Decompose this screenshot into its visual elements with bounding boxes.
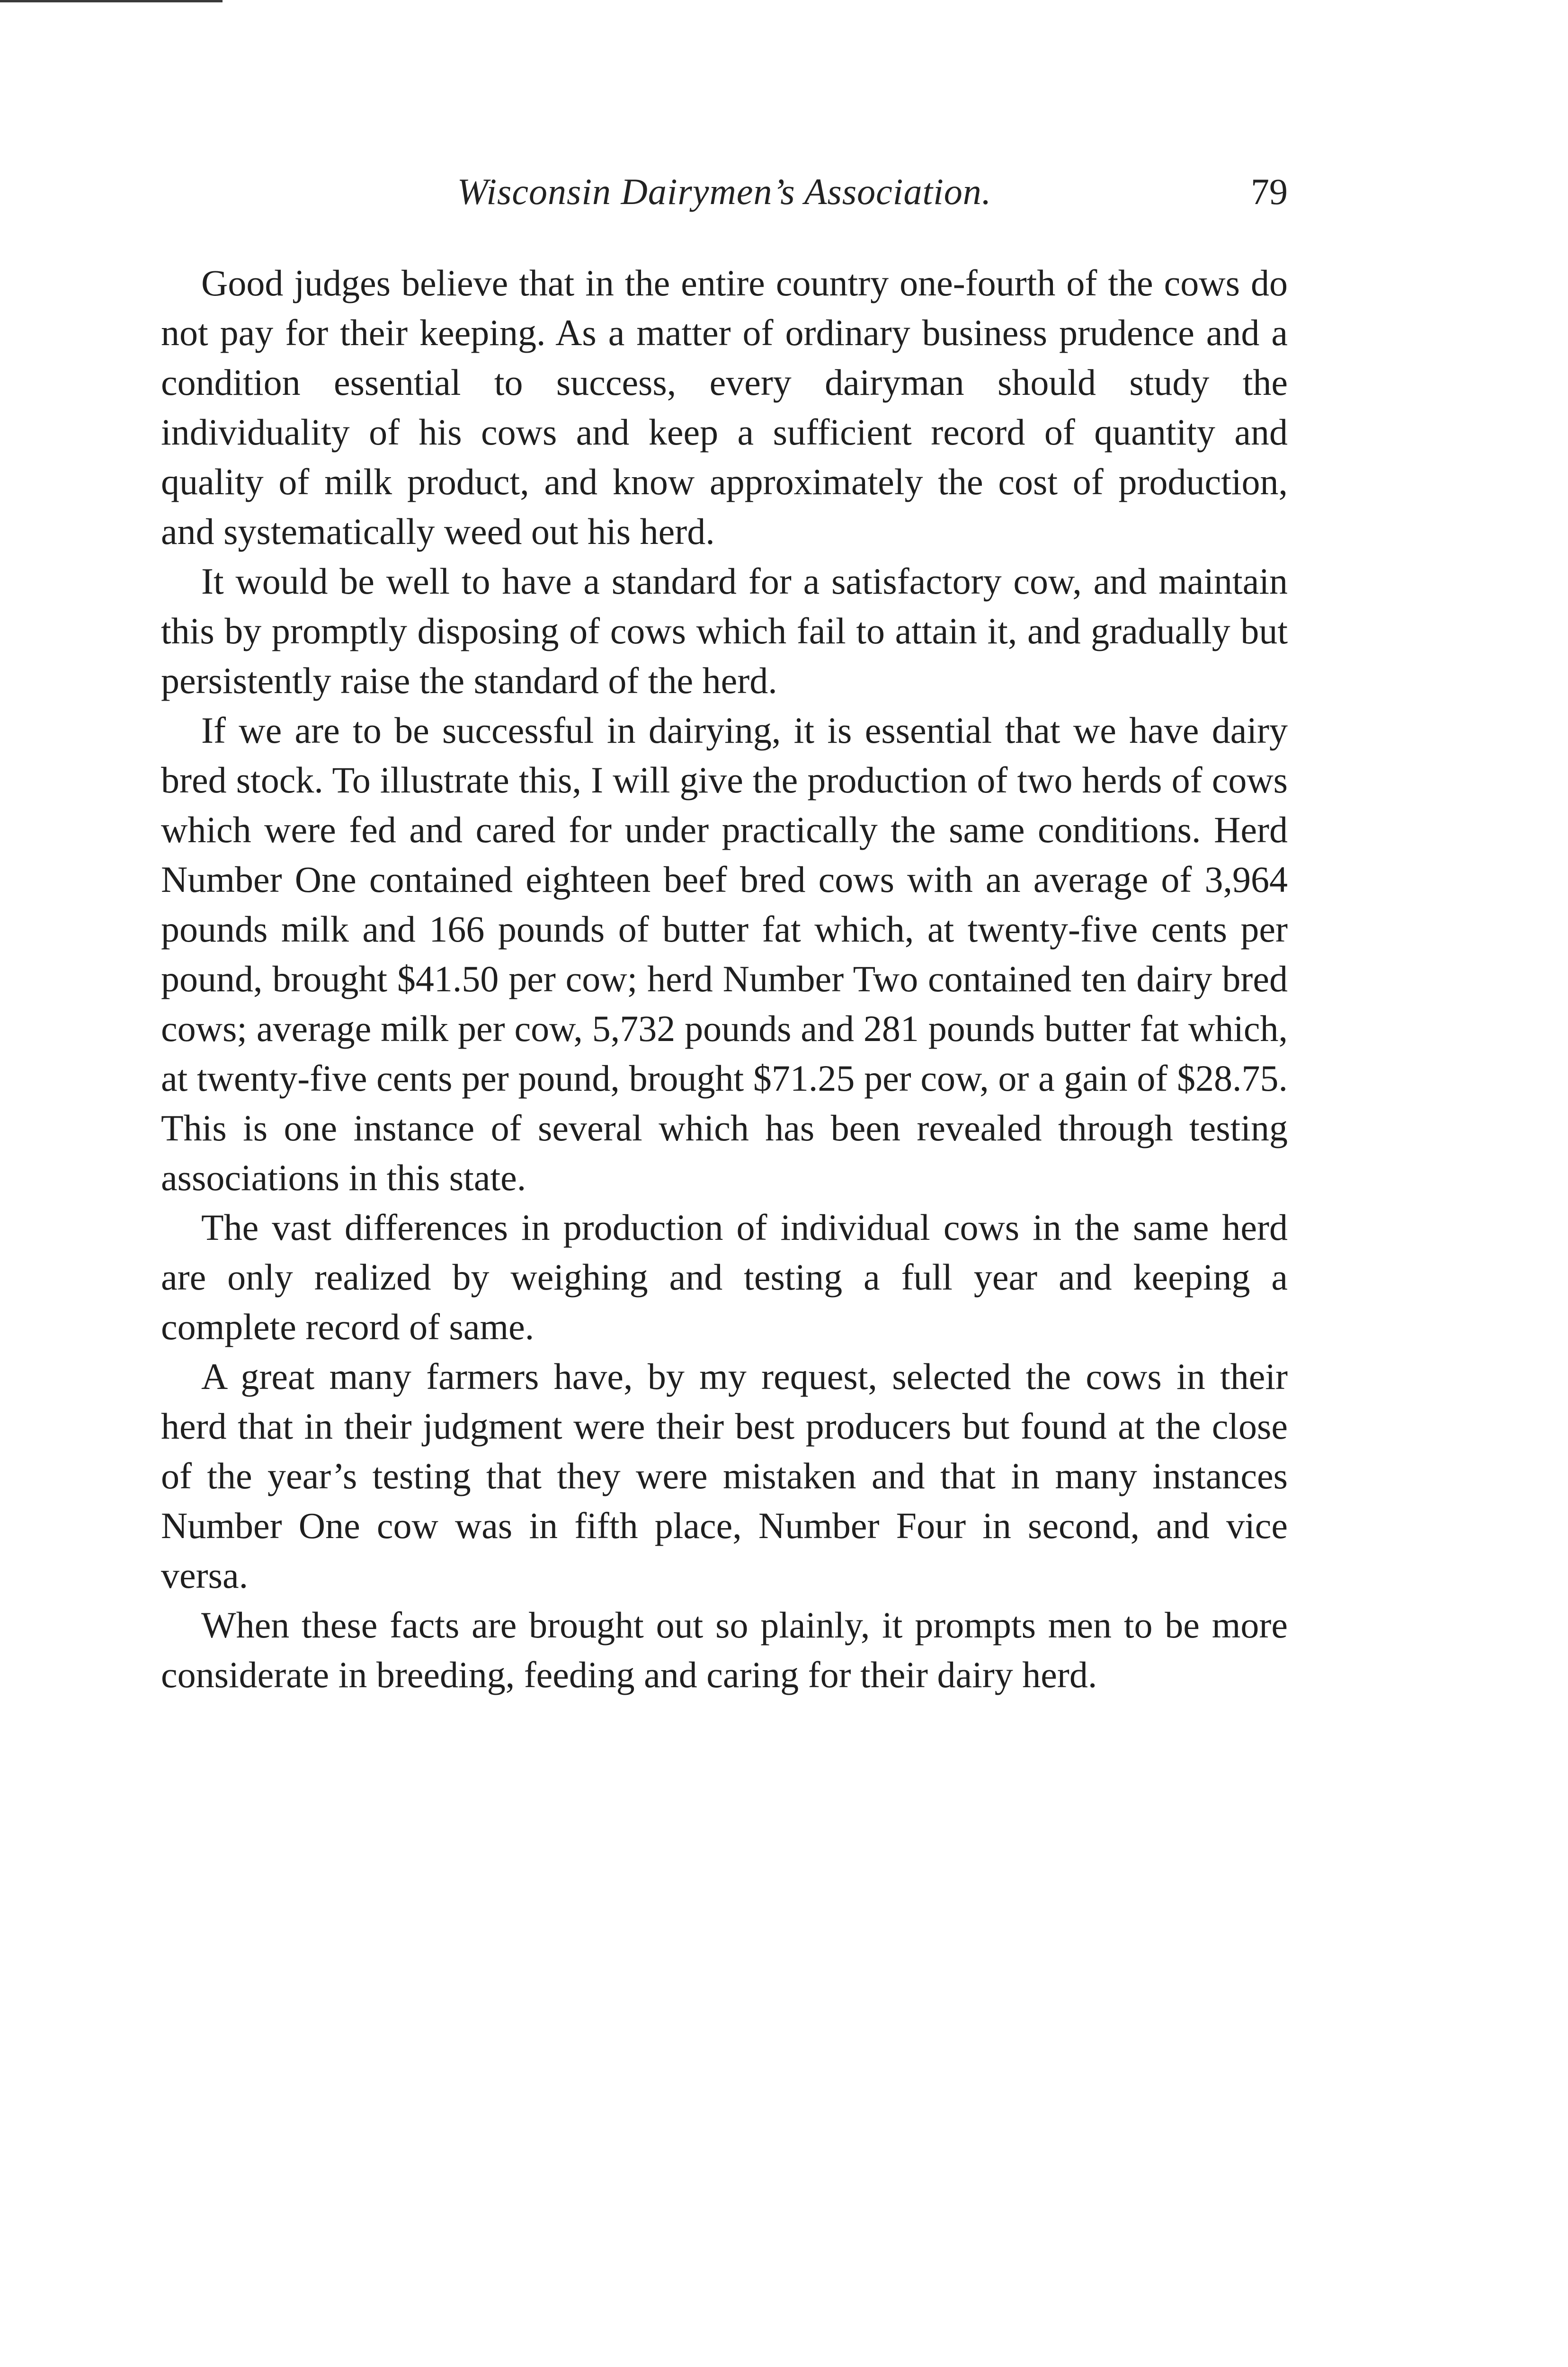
paragraph: If we are to be successful in dairying, it is essential that we have dairy bred stock. To illustrate this, I will give the production of two herds of cows which were fed and cared for under practically the same conditions. Herd Number One contained eighteen beef bred cows with an average of 3,964 pounds milk and 166 pounds of butter fat which, at twenty-five cents per pound, brought $41.50 per cow; herd Number Two contained ten dairy bred cows; average milk per cow, 5,732 pounds and 281 pounds butter fat which, at twenty-five cents per pound, brought $71.25 per cow, or a gain of $28.75. This is one instance of several which has been revealed through testing associations in this state. — [161, 710, 1288, 1198]
paragraph: The vast differences in production of individual cows in the same herd are only realized by weighing and testing a full year and keeping a complete record of same. — [161, 1207, 1288, 1347]
body-text — [161, 258, 1288, 1700]
top-left-rule — [0, 0, 223, 2]
paragraph: When these facts are brought out so plainly, it prompts men to be more considerate in breeding, feeding and caring for their dairy herd. — [161, 1604, 1288, 1695]
running-title: Wisconsin Dairymen’s Association. — [457, 171, 992, 212]
page-number: 79 — [1251, 171, 1288, 212]
paragraph: Good judges believe that in the entire country one-fourth of the cows do not pay for their keeping. As a matter of ordinary business prudence and a condition essential to success, every dairyman should study the individuality of his cows and keep a sufficient record of quantity and quality of milk product, and know approximately the cost of production, and systematically weed out his herd. — [161, 262, 1288, 552]
paragraph: It would be well to have a standard for a satisfactory cow, and maintain this by promptly disposing of cows which fail to attain it, and gradually but persistently raise the standard of the herd. — [161, 561, 1288, 701]
paragraph: A great many farmers have, by my request, selected the cows in their herd that in their judgment were their best producers but found at the close of the year’s testing that they were mistaken and that in many instances Number One cow was in fifth place, Number Four in second, and vice versa. — [161, 1356, 1288, 1596]
page-header — [161, 170, 1288, 218]
